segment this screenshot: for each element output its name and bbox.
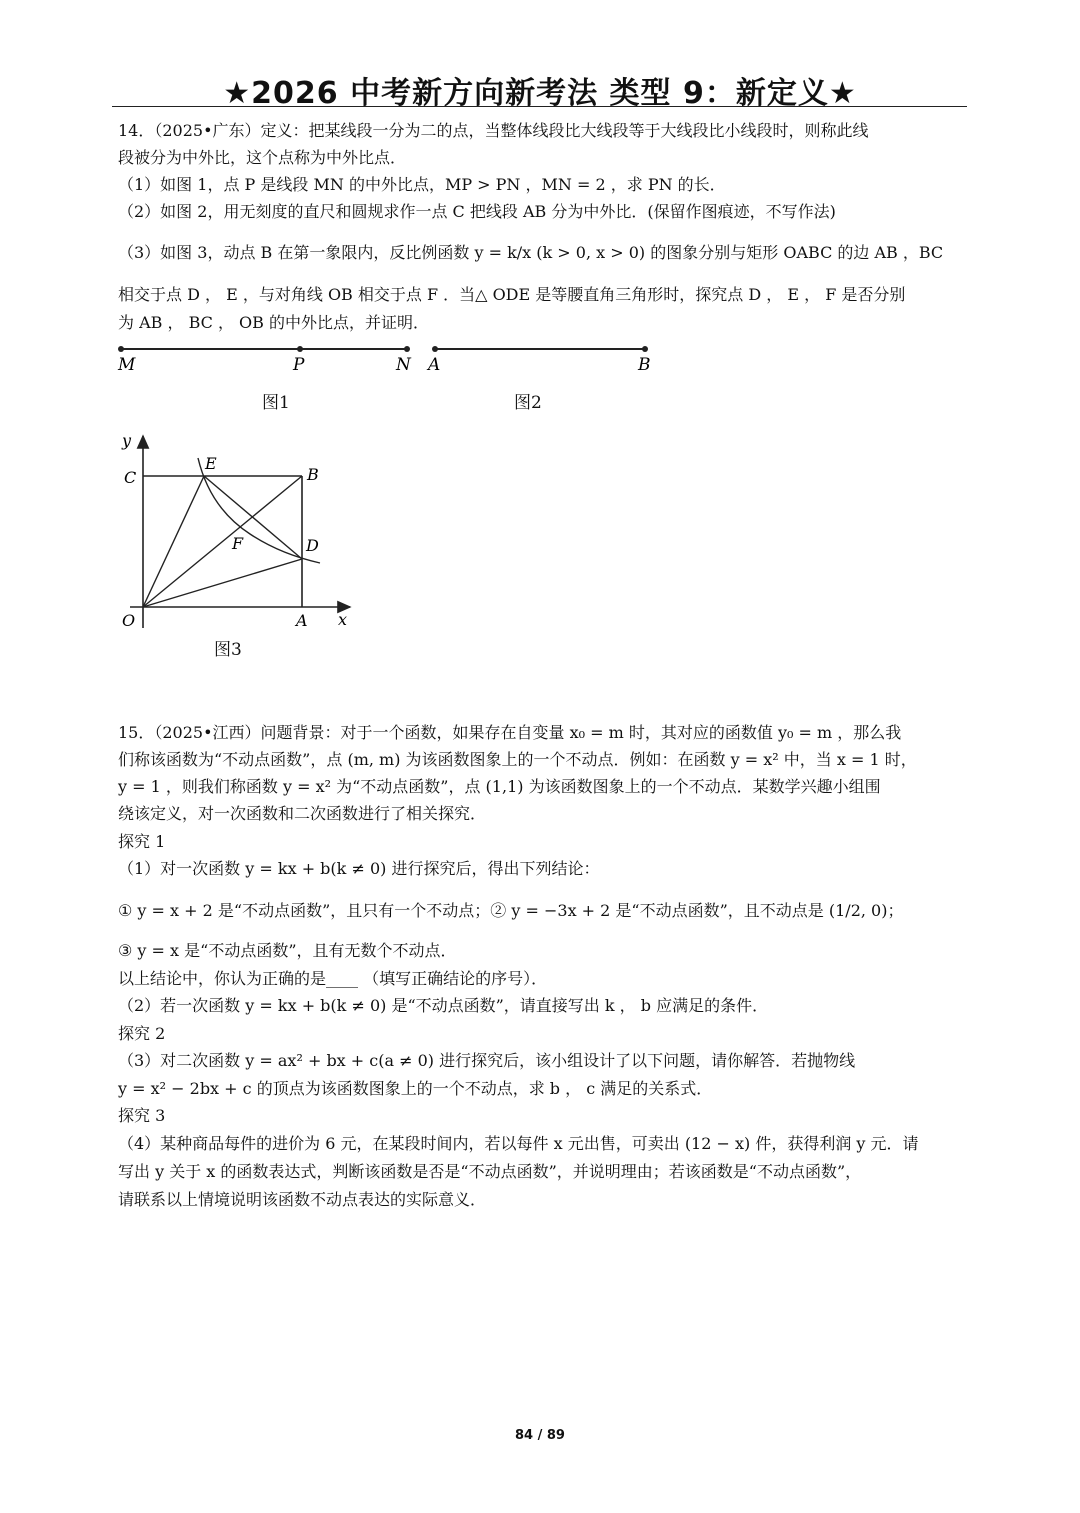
q15-line-17: 请联系以上情境说明该函数不动点表达的实际意义． [118,1190,487,1209]
q14-line-4: （2）如图 2，用无刻度的直尺和圆规求作一点 C 把线段 AB 分为中外比．(保留作图痕迹，不写作法) [118,202,836,221]
diagonal-ob [143,476,302,607]
label-p: P [293,355,305,375]
point-a [432,346,438,352]
q15-line-14: 探究 3 [118,1106,166,1125]
q15-line-2: 们称该函数为“不动点函数”，点 (m, m) 为该函数图象上的一个不动点．例如：在函数 y = x² 中，当 x = 1 时， [118,750,917,769]
q14-line-1: 14．（2025•广东）定义：把某线段一分为二的点，当整体线段比大线段等于大线段比小线段时，则称此线 [118,121,869,140]
label-m: M [118,355,136,375]
point-p [297,346,303,352]
q14-line-7: 为 AB ， BC ， OB 的中外比点，并证明． [118,313,430,332]
label-x-axis: x [338,610,348,629]
label-y-axis: y [122,431,132,450]
label-b3: B [307,465,319,484]
q14-line-2: 段被分为中外比，这个点称为中外比点． [118,148,407,167]
label-e: E [205,454,217,473]
label-a3: A [296,611,308,630]
page-number: 84 / 89 [515,1428,565,1443]
figures-1-2 [110,338,670,388]
label-f: F [232,534,244,553]
label-c: C [124,468,137,487]
q15-line-9: 以上结论中，你认为正确的是____ （填写正确结论的序号）． [118,969,548,988]
q15-line-16: 写出 y 关于 x 的函数表达式，判断该函数是否是“不动点函数”，并说明理由；若该函数是“不动点函数”， [118,1162,862,1181]
segment-od [143,559,302,607]
q14-line-3: （1）如图 1，点 P 是线段 MN 的中外比点，MP > PN ，MN = 2 ，求 PN 的长． [118,175,726,194]
figure-3 [110,428,370,668]
q15-line-7: ① y = x + 2 是“不动点函数”，且只有一个不动点；② y = −3x + 2 是“不动点函数”，且不动点是 (1/2, 0)； [118,901,904,920]
q15-line-11: 探究 2 [118,1024,166,1043]
q14-line-6: 相交于点 D ， E ，与对角线 OB 相交于点 F ．当△ ODE 是等腰直角三角形时，探究点 D ， E ， F 是否分别 [118,285,906,304]
q15-line-1: 15．（2025•江西）问题背景：对于一个函数，如果存在自变量 x₀ = m 时，其对应的函数值 y₀ = m ，那么我 [118,723,902,742]
q15-line-12: （3）对二次函数 y = ax² + bx + c(a ≠ 0) 进行探究后，该小组设计了以下问题，请你解答．若抛物线 [118,1051,856,1070]
figure-2-caption: 图2 [514,393,542,413]
segment-oe [143,476,204,607]
figure-3-caption: 图3 [214,640,242,660]
q14-line-5: （3）如图 3，动点 B 在第一象限内，反比例函数 y = k/x (k > 0, x > 0) 的图象分别与矩形 OABC 的边 AB ，BC [118,243,944,262]
label-b: B [638,355,651,375]
point-m [118,346,124,352]
q15-line-5: 探究 1 [118,832,166,851]
label-d: D [306,536,319,555]
q15-line-10: （2）若一次函数 y = kx + b(k ≠ 0) 是“不动点函数”，请直接写出 k ， b 应满足的条件． [118,996,769,1015]
point-b [642,346,648,352]
label-n: N [396,355,411,375]
q15-line-13: y = x² − 2bx + c 的顶点为该函数图象上的一个不动点，求 b ， c 满足的关系式． [118,1079,713,1098]
q15-line-8: ③ y = x 是“不动点函数”，且有无数个不动点． [118,941,457,960]
q15-line-4: 绕该定义，对一次函数和二次函数进行了相关探究． [118,804,487,823]
label-a: A [428,355,441,375]
q15-line-15: （4）某种商品每件的进价为 6 元，在某段时间内，若以每件 x 元出售，可卖出 (12 − x) 件，获得利润 y 元．请 [118,1134,919,1153]
figure-1-caption: 图1 [262,393,290,413]
label-o: O [122,611,136,630]
q15-line-6: （1）对一次函数 y = kx + b(k ≠ 0) 进行探究后，得出下列结论： [118,859,600,878]
point-n [404,346,410,352]
page-title: ★2026 中考新方向新考法 类型 9：新定义★ [223,76,857,111]
q15-line-3: y = 1 ，则我们称函数 y = x² 为“不动点函数”，点 (1,1) 为该函数图象上的一个不动点．某数学兴趣小组围 [118,777,881,796]
title-divider [112,106,967,107]
